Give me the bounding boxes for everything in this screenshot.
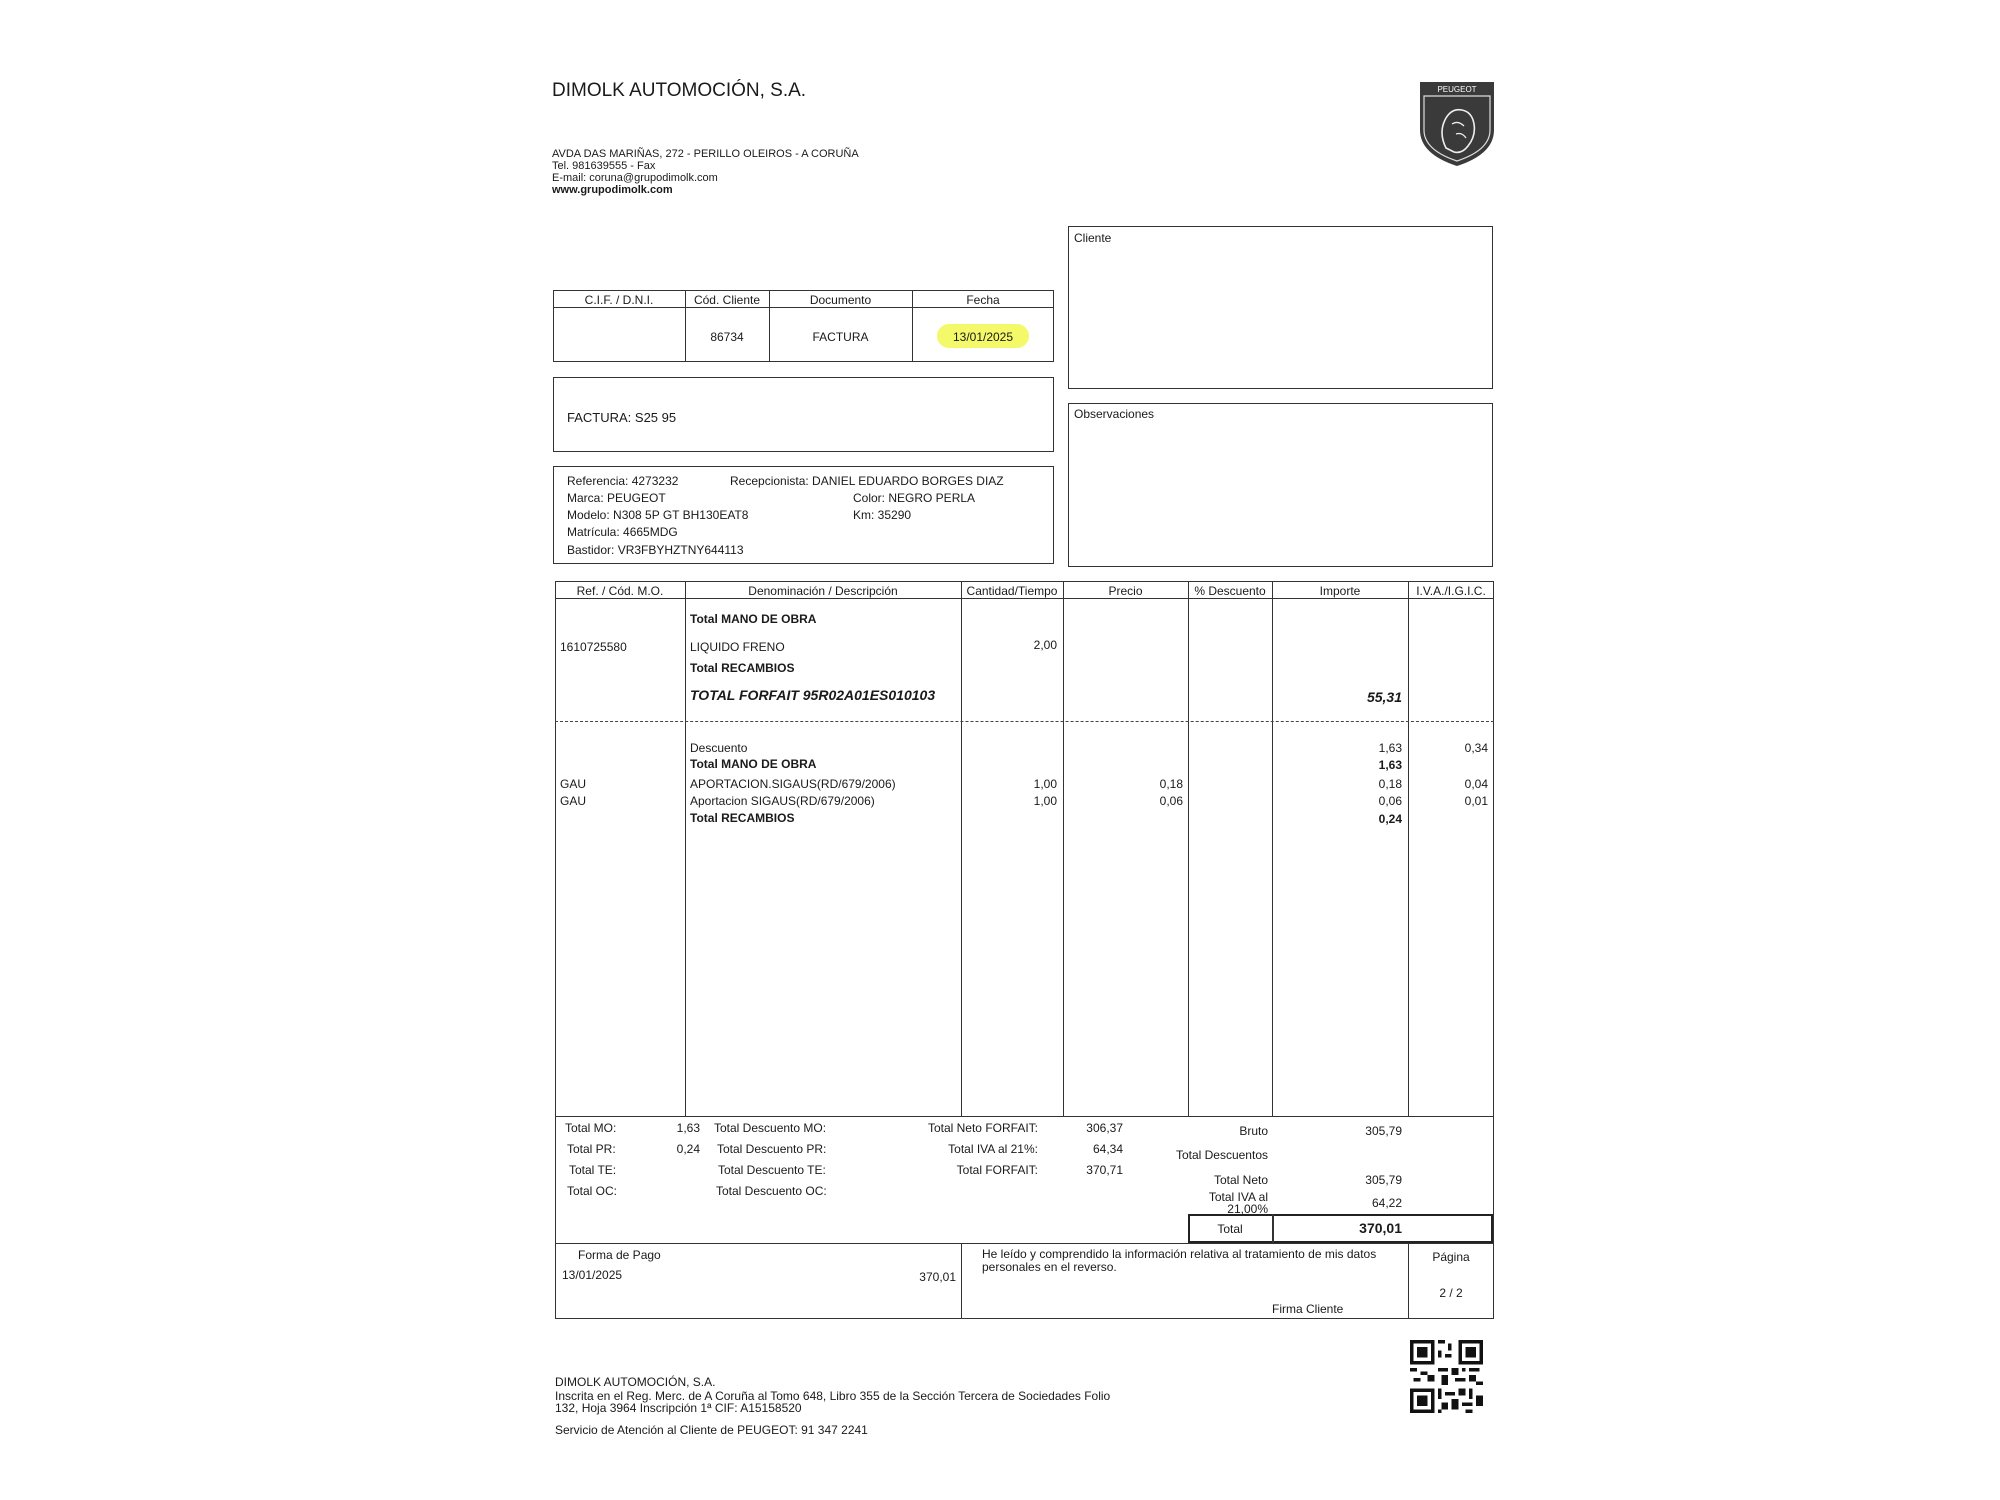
col-ref: Ref. / Cód. M.O. <box>576 584 664 598</box>
payment-amount: 370,01 <box>919 1270 956 1284</box>
total-pr-label: Total PR: <box>567 1142 616 1156</box>
line-ref: 1610725580 <box>560 640 627 654</box>
iva21-value: 64,34 <box>1092 1142 1123 1156</box>
header-documento-value: FACTURA <box>812 330 869 344</box>
privacy-line-1: He leído y comprendido la información relativa al tratamiento de mis datos <box>982 1247 1377 1261</box>
bruto-label: Bruto <box>1239 1124 1268 1138</box>
line-ref: GAU <box>560 777 587 791</box>
invoice-number: FACTURA: S25 95 <box>567 410 677 425</box>
client-box <box>1068 226 1493 389</box>
firma-label: Firma Cliente <box>1272 1302 1344 1316</box>
header-fecha-value: 13/01/2025 <box>952 330 1014 344</box>
desc-oc-label: Total Descuento OC: <box>716 1184 827 1198</box>
col-desc: Denominación / Descripción <box>748 584 898 598</box>
line-desc: Aportacion SIGAUS(RD/679/2006) <box>690 794 875 808</box>
iva-total-value: 64,22 <box>1371 1196 1402 1210</box>
payment-date: 13/01/2025 <box>562 1268 623 1282</box>
line-desc: Total RECAMBIOS <box>690 811 795 825</box>
pagina-label: Página <box>1432 1250 1470 1264</box>
neto-value: 305,79 <box>1365 1173 1402 1187</box>
vehicle-km: Km: 35290 <box>853 508 912 522</box>
observaciones-label: Observaciones <box>1074 407 1155 421</box>
footer-service: Servicio de Atención al Cliente de PEUGEOT: 91 347 2241 <box>555 1423 868 1437</box>
col-qty: Cantidad/Tiempo <box>966 584 1058 598</box>
neto-label: Total Neto <box>1213 1173 1268 1187</box>
line-desc: Total MANO DE OBRA <box>690 612 817 626</box>
line-ref: GAU <box>560 794 587 808</box>
desc-te-label: Total Descuento TE: <box>718 1163 826 1177</box>
line-qty: 1,00 <box>1033 777 1057 791</box>
total-oc-label: Total OC: <box>567 1184 618 1198</box>
col-disc: % Descuento <box>1194 584 1266 598</box>
footer-company: DIMOLK AUTOMOCIÓN, S.A. <box>555 1375 716 1389</box>
forfait-desc: TOTAL FORFAIT 95R02A01ES010103 <box>690 687 936 703</box>
line-imp: 0,18 <box>1378 777 1402 791</box>
line-desc: Total MANO DE OBRA <box>690 757 817 771</box>
header-codcliente-label: Cód. Cliente <box>693 293 761 307</box>
iva-total-rate: 21,00% <box>1227 1202 1268 1216</box>
neto-forfait-label: Total Neto FORFAIT: <box>927 1121 1038 1135</box>
vehicle-referencia: Referencia: 4273232 <box>567 474 679 488</box>
vehicle-recepcionista: Recepcionista: DANIEL EDUARDO BORGES DIAZ <box>730 474 1004 488</box>
privacy-line-2: personales en el reverso. <box>982 1260 1117 1274</box>
total-mo-label: Total MO: <box>565 1121 617 1135</box>
logo-text: PEUGEOT <box>1437 85 1477 94</box>
vehicle-matricula: Matrícula: 4665MDG <box>567 525 678 539</box>
line-desc: Descuento <box>690 741 748 755</box>
footer-registry-2: 132, Hoja 3964 Inscripción 1ª CIF: A15158520 <box>555 1401 802 1415</box>
total-pr-value: 0,24 <box>676 1142 700 1156</box>
iva-total-label: Total IVA al <box>1208 1190 1268 1204</box>
grand-total-label: Total <box>1217 1222 1243 1236</box>
footer-registry-1: Inscrita en el Reg. Merc. de A Coruña al Tomo 648, Libro 355 de la Sección Tercera de Sociedades Folio <box>555 1389 1111 1403</box>
header-cif-label: C.I.F. / D.N.I. <box>584 293 654 307</box>
header-codcliente-value: 86734 <box>710 330 744 344</box>
peugeot-logo <box>1416 80 1498 168</box>
col-imp: Importe <box>1319 584 1361 598</box>
total-mo-value: 1,63 <box>676 1121 700 1135</box>
line-iva: 0,04 <box>1464 777 1488 791</box>
vehicle-modelo: Modelo: N308 5P GT BH130EAT8 <box>567 508 749 522</box>
company-phone: Tel. 981639555 - Fax <box>552 160 656 172</box>
line-imp: 1,63 <box>1378 741 1402 755</box>
line-imp: 0,24 <box>1378 812 1402 826</box>
desc-pr-label: Total Descuento PR: <box>717 1142 827 1156</box>
descuentos-label: Total Descuentos <box>1175 1148 1268 1162</box>
grand-total-value: 370,01 <box>1359 1220 1402 1236</box>
client-label: Cliente <box>1074 231 1112 245</box>
company-web: www.grupodimolk.com <box>552 184 673 196</box>
header-documento-label: Documento <box>809 293 872 307</box>
line-desc: Total RECAMBIOS <box>690 661 795 675</box>
company-email: E-mail: coruna@grupodimolk.com <box>552 172 718 184</box>
line-qty: 2,00 <box>1033 638 1057 652</box>
col-iva: I.V.A./I.G.I.C. <box>1416 584 1486 598</box>
line-desc: APORTACION.SIGAUS(RD/679/2006) <box>690 777 896 791</box>
payment-label: Forma de Pago <box>578 1248 661 1262</box>
line-imp: 1,63 <box>1378 758 1402 772</box>
desc-mo-label: Total Descuento MO: <box>714 1121 827 1135</box>
forfait-divider <box>555 721 1494 722</box>
col-price: Precio <box>1108 584 1143 598</box>
neto-forfait-value: 306,37 <box>1086 1121 1123 1135</box>
qr-code-icon <box>1410 1340 1483 1413</box>
line-iva: 0,34 <box>1464 741 1488 755</box>
header-fecha-label: Fecha <box>966 293 1000 307</box>
pagina-value: 2 / 2 <box>1439 1286 1463 1300</box>
observaciones-box <box>1068 403 1493 567</box>
line-qty: 1,00 <box>1033 794 1057 808</box>
company-name: DIMOLK AUTOMOCIÓN, S.A. <box>552 80 807 101</box>
vehicle-marca: Marca: PEUGEOT <box>567 491 666 505</box>
total-te-label: Total TE: <box>569 1163 617 1177</box>
forfait-total-value: 370,71 <box>1086 1163 1123 1177</box>
bruto-value: 305,79 <box>1365 1124 1402 1138</box>
line-price: 0,18 <box>1159 777 1183 791</box>
vehicle-bastidor: Bastidor: VR3FBYHZTNY644113 <box>567 543 744 557</box>
iva21-label: Total IVA al 21%: <box>948 1142 1038 1156</box>
forfait-imp: 55,31 <box>1366 689 1402 705</box>
line-iva: 0,01 <box>1464 794 1488 808</box>
line-desc: LIQUIDO FRENO <box>690 640 785 654</box>
company-address: AVDA DAS MARIÑAS, 272 - PERILLO OLEIROS - A CORUÑA <box>552 148 859 160</box>
line-price: 0,06 <box>1159 794 1183 808</box>
forfait-total-label: Total FORFAIT: <box>956 1163 1038 1177</box>
vehicle-color: Color: NEGRO PERLA <box>853 491 976 505</box>
line-imp: 0,06 <box>1378 794 1402 808</box>
